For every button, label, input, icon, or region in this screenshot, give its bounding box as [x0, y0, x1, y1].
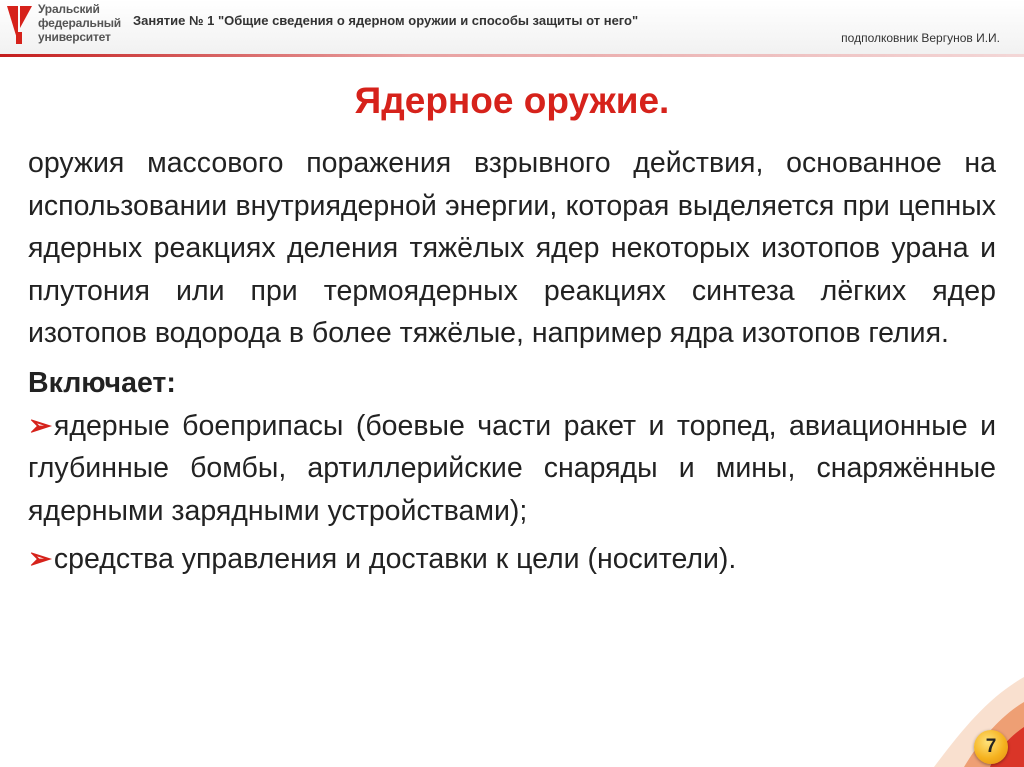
includes-heading: Включает: [28, 366, 176, 399]
bullet-item [28, 538, 996, 581]
slide-content [28, 142, 996, 581]
arrow-bullet-icon: ➢ [28, 543, 52, 575]
urfu-logo-icon [4, 2, 36, 46]
arrow-bullet-icon: ➢ [28, 409, 52, 442]
slide-title: Ядерное оружие. [354, 80, 670, 121]
university-logo [4, 2, 124, 48]
bullet-text: ядерные боеприпасы (боевые части ракет и торпед, авиационные и глубинные бомбы, артиллерийские снаряды и мины, снаряжённые ядерными зарядными устройствами); [28, 409, 996, 527]
page-number-badge: 7 [974, 730, 1008, 764]
logo-line-3: университет [38, 30, 111, 44]
author-name: подполковник Вергунов И.И. [841, 31, 1000, 45]
slide-header [0, 0, 1024, 55]
definition-text: оружия массового поражения взрывного действия, основанное на использовании внутриядерной энергии, которая выделяется при цепных ядерных реакциях деления тяжёлых ядер некоторых изотопов урана и плутония или при термоядерных реакциях синтеза лёгких ядер изотопов водорода в более тяжёлые, например ядра изотопов гелия. [28, 147, 996, 349]
lesson-title: Занятие № 1 "Общие сведения о ядерном оружии и способы защиты от него" [133, 13, 639, 28]
bullet-item [28, 405, 996, 533]
logo-line-2: федеральный [38, 16, 121, 30]
bullet-text: средства управления и доставки к цели (носители). [53, 543, 737, 575]
logo-line-1: Уральский [38, 2, 100, 16]
header-divider [0, 54, 1024, 57]
university-name [38, 2, 121, 44]
